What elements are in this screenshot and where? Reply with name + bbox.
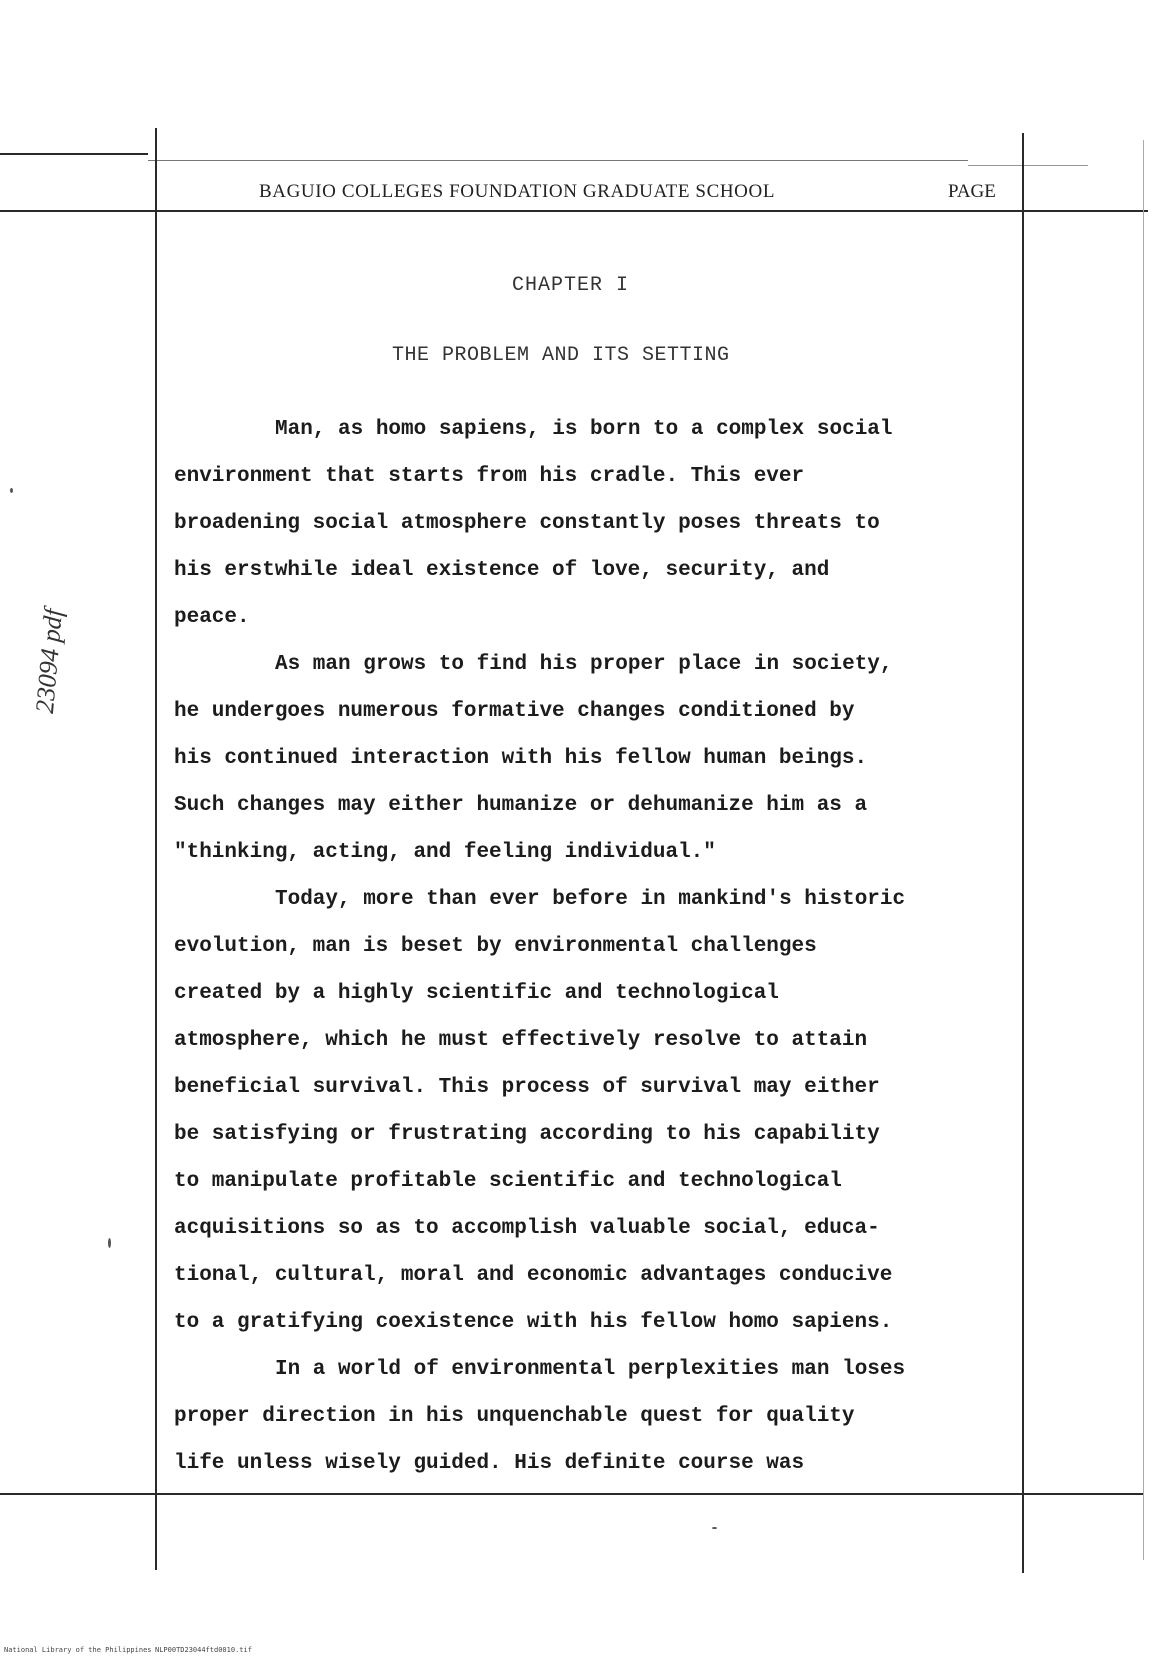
page-label: PAGE xyxy=(948,181,996,202)
body-line: tional, cultural, moral and economic advantages conducive xyxy=(174,1264,893,1287)
body-line: As man grows to find his proper place in society, xyxy=(275,653,893,676)
scan-speck xyxy=(108,1238,111,1248)
left-margin-rule xyxy=(155,128,157,1570)
scan-speck xyxy=(712,1527,717,1529)
header-top-rule xyxy=(148,160,968,161)
body-line: his continued interaction with his fellow human beings. xyxy=(174,747,868,770)
right-edge-rule xyxy=(1143,140,1144,1560)
chapter-title: THE PROBLEM AND ITS SETTING xyxy=(392,344,730,367)
chapter-label: CHAPTER I xyxy=(512,274,630,297)
body-line: peace. xyxy=(174,606,250,629)
body-line: to manipulate profitable scientific and technological xyxy=(174,1170,842,1193)
body-line: environment that starts from his cradle. This ever xyxy=(174,465,805,488)
body-line: Man, as homo sapiens, is born to a complex social xyxy=(275,418,893,441)
body-line: Today, more than ever before in mankind's historic xyxy=(275,888,906,911)
body-line: Such changes may either humanize or dehumanize him as a xyxy=(174,794,868,817)
scan-speck xyxy=(10,488,13,493)
institution-header: BAGUIO COLLEGES FOUNDATION GRADUATE SCHOOL xyxy=(259,181,776,202)
footer-rule xyxy=(0,1493,1143,1495)
body-line: to a gratifying coexistence with his fellow homo sapiens. xyxy=(174,1311,893,1334)
body-line: In a world of environmental perplexities man loses xyxy=(275,1358,906,1381)
body-line: his erstwhile ideal existence of love, security, and xyxy=(174,559,830,582)
body-line: evolution, man is beset by environmental challenges xyxy=(174,935,817,958)
footer-file: NLP00TD23044ftd0010.tif xyxy=(155,1646,252,1654)
body-line: proper direction in his unquenchable quest for quality xyxy=(174,1405,855,1428)
body-text xyxy=(174,406,1014,1487)
body-line: be satisfying or frustrating according to his capability xyxy=(174,1123,880,1146)
body-line: he undergoes numerous formative changes conditioned by xyxy=(174,700,855,723)
body-line: "thinking, acting, and feeling individual." xyxy=(174,841,716,864)
body-line: atmosphere, which he must effectively resolve to attain xyxy=(174,1029,868,1052)
body-line: beneficial survival. This process of survival may either xyxy=(174,1076,880,1099)
body-line: life unless wisely guided. His definite course was xyxy=(174,1452,805,1475)
body-line: broadening social atmosphere constantly poses threats to xyxy=(174,512,880,535)
header-top-rule-right xyxy=(968,165,1088,166)
handwritten-margin-note: 23094 pdf xyxy=(30,607,69,715)
body-line: created by a highly scientific and technological xyxy=(174,982,779,1005)
body-line: acquisitions so as to accomplish valuable social, educa- xyxy=(174,1217,880,1240)
right-margin-rule xyxy=(1022,133,1024,1573)
header-bottom-rule xyxy=(0,210,1148,212)
footer-source: National Library of the Philippines xyxy=(4,1646,152,1654)
header-top-rule-left xyxy=(0,153,148,155)
